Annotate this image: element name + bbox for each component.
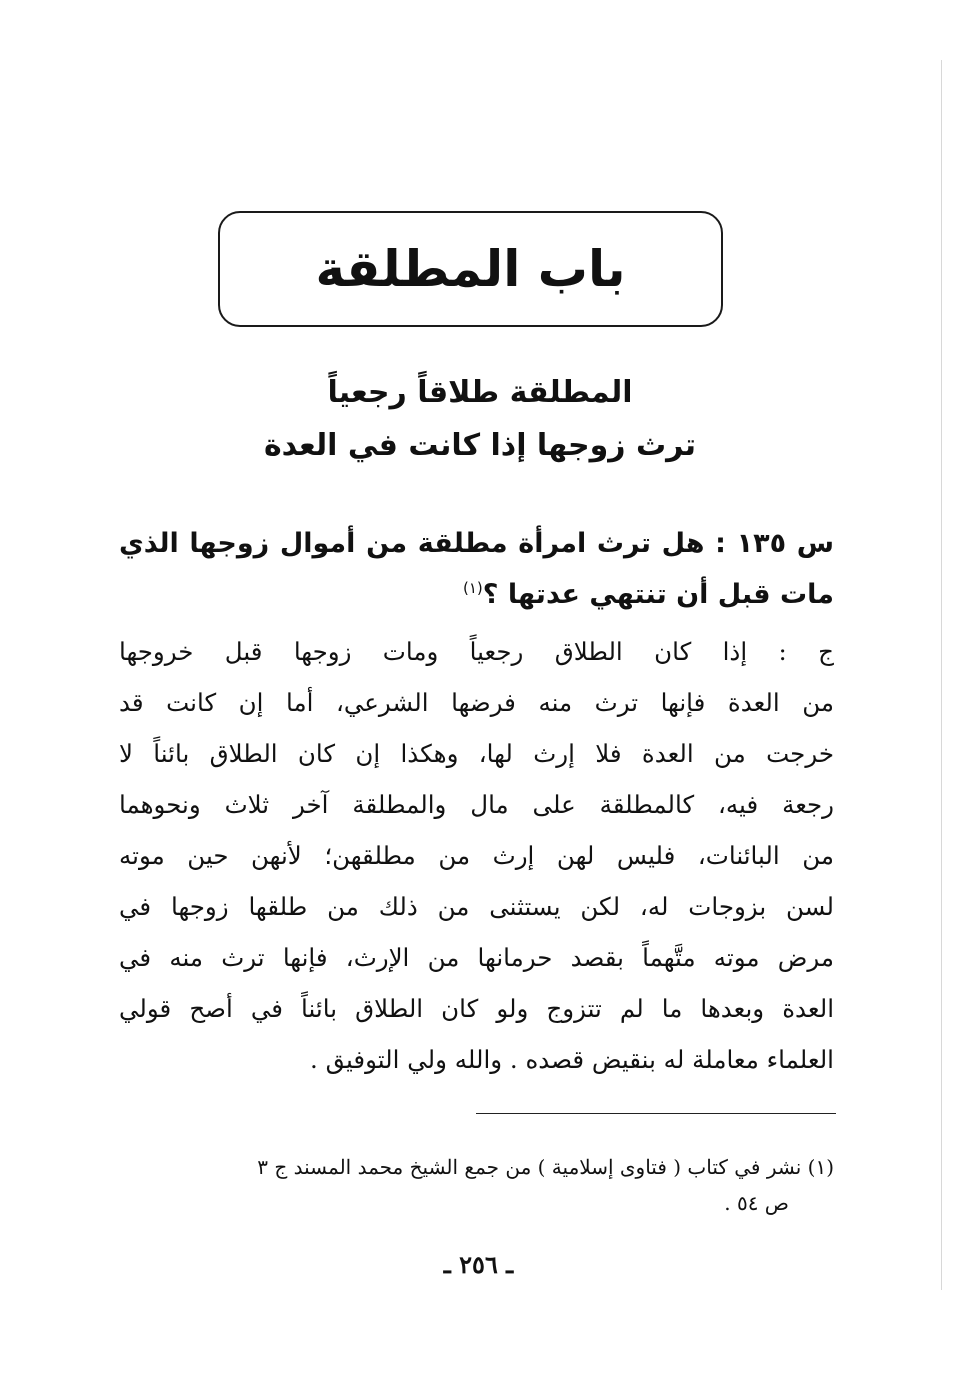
footnote-reference: (١)	[463, 579, 483, 597]
answer-line: لسن بزوجات له، لكن يستثنى من ذلك من طلقها زوجها في	[119, 892, 834, 921]
answer-line: العدة وبعدها ما لم تتزوج ولو كان الطلاق بائناً في أصح قولي	[119, 994, 834, 1023]
section-heading-line-2: ترث زوجها إذا كانت في العدة	[263, 428, 697, 463]
question-line-2	[104, 581, 834, 608]
question-line-2-text: مات قبل أن تنتهي عدتها ؟	[482, 579, 834, 610]
chapter-title: باب المطلقة	[315, 240, 626, 298]
footnote-line-2: ص ٥٤ .	[724, 1191, 789, 1215]
page-number: ـ ٢٥٦ ـ	[443, 1250, 514, 1279]
answer-line: مرض موته متَّهماً بقصد حرمانها من الإرث، فإنها ترث منه في	[119, 943, 834, 972]
footnote-separator	[476, 1113, 836, 1114]
answer-line: ج : إذا كان الطلاق رجعياً ومات زوجها قبل خروجها	[119, 637, 834, 666]
answer-line: رجعة فيه، كالمطلقة على مال والمطلقة آخر ثلاث ونحوهما	[119, 790, 834, 819]
answer-line: من البائنات، فليس لهن إرث من مطلقهن؛ لأنهن حين موته	[119, 841, 834, 870]
section-heading-line-1: المطلقة طلاقاً رجعياً	[327, 375, 633, 410]
scan-edge-line	[941, 60, 942, 1290]
chapter-title-box	[218, 211, 723, 327]
answer-line: من العدة فإنها ترث منه فرضها الشرعي، أما إن كانت قد	[119, 688, 834, 717]
answer-line: العلماء معاملة له بنقيض قصده . والله ولي التوفيق .	[310, 1045, 834, 1074]
answer-line: خرجت من العدة فلا إرث لها، وهكذا إن كان الطلاق بائناً لا	[119, 739, 834, 768]
question-line-1: س ١٣٥ : هل ترث امرأة مطلقة من أموال زوجها الذي	[119, 528, 834, 559]
footnote-line-1: (١) نشر في كتاب ( فتاوى إسلامية ) من جمع الشيخ محمد المسند ج ٣	[257, 1155, 834, 1179]
